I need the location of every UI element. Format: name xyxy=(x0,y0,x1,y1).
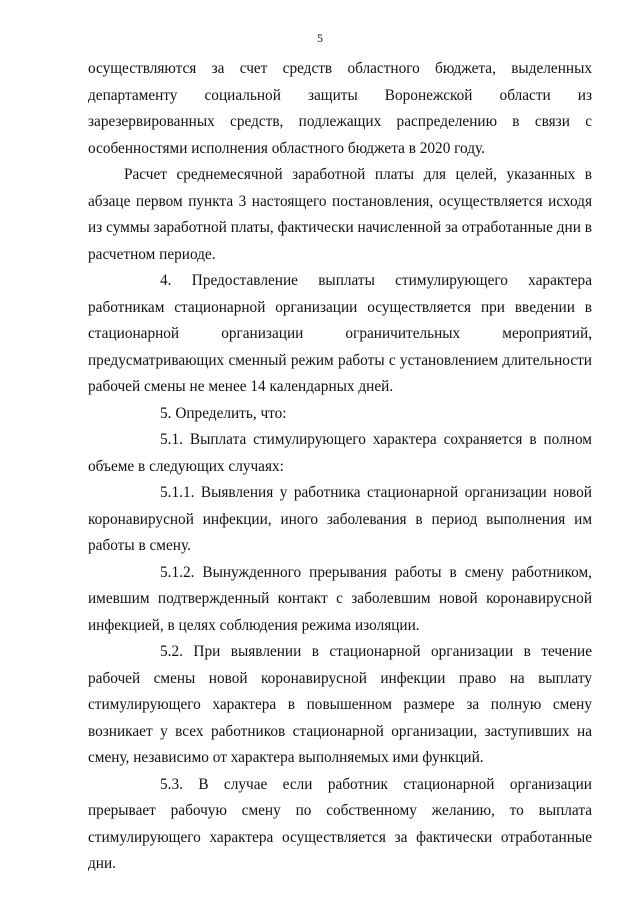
item-number: 4. xyxy=(160,272,172,289)
paragraph-salary-calculation xyxy=(88,162,592,268)
paragraph-item-5-3 xyxy=(88,772,592,878)
item-number: 5.3. xyxy=(160,775,183,793)
paragraph-text: осуществляются за счет средств областного бюджета, выделенных департаменту социальной защиты Воронежской области из зарезервированных средств, подлежащих распределению в связи с особенностями исполнения областного бюджета в 2020 году. xyxy=(88,60,592,157)
item-number: 5.1. xyxy=(160,431,183,448)
paragraph-text: Определить, что: xyxy=(175,404,287,422)
item-number: 5.1.2. xyxy=(160,563,195,581)
document-body xyxy=(88,56,592,878)
paragraph-funding-continuation xyxy=(88,56,592,162)
paragraph-item-4 xyxy=(88,268,592,401)
paragraph-item-5-1-2 xyxy=(88,560,592,640)
paragraph-text: Выявления у работника стационарной организации новой коронавирусной инфекции, иного заболевания в период выполнения им работы в смену. xyxy=(88,484,592,554)
paragraph-text: В случае если работник стационарной организации прерывает рабочую смену по собственному желанию, то выплата стимулирующего характера осуществляется за фактически отработанные дни. xyxy=(88,775,592,872)
item-number: 5.2. xyxy=(160,643,183,660)
paragraph-text: Выплата стимулирующего характера сохраняется в полном объеме в следующих случаях: xyxy=(88,431,592,475)
item-number: 5.1.1. xyxy=(160,484,195,501)
paragraph-item-5-1-1 xyxy=(88,480,592,560)
paragraph-item-5 xyxy=(88,401,592,428)
paragraph-text: Предоставление выплаты стимулирующего характера работникам стационарной организации осуществляется при введении в стационарной организации ограничительных мероприятий, предусматривающих сменный режим работы с установлением длительности рабочей смены не менее 14 календарных дней. xyxy=(88,272,593,395)
paragraph-item-5-2 xyxy=(88,639,592,772)
paragraph-item-5-1 xyxy=(88,427,592,480)
item-number: 5. xyxy=(160,404,172,422)
paragraph-text: Расчет среднемесячной заработной платы для целей, указанных в абзаце первом пункта 3 настоящего постановления, осуществляется исходя из суммы заработной платы, фактически начисленной за отработанные дни в расчетном периоде. xyxy=(88,166,592,263)
paragraph-text: Вынужденного прерывания работы в смену работником, имевшим подтвержденный контакт с заболевшим новой коронавирусной инфекцией, в целях соблюдения режима изоляции. xyxy=(88,563,592,634)
paragraph-text: При выявлении в стационарной организации в течение рабочей смены новой коронавирусной инфекции право на выплату стимулирующего характера в повышенном размере за полную смену возникает у всех работников стационарной организации, заступивших на смену, независимо от характера выполняемых ими функций. xyxy=(88,643,593,766)
page-number: 5 xyxy=(317,31,323,45)
